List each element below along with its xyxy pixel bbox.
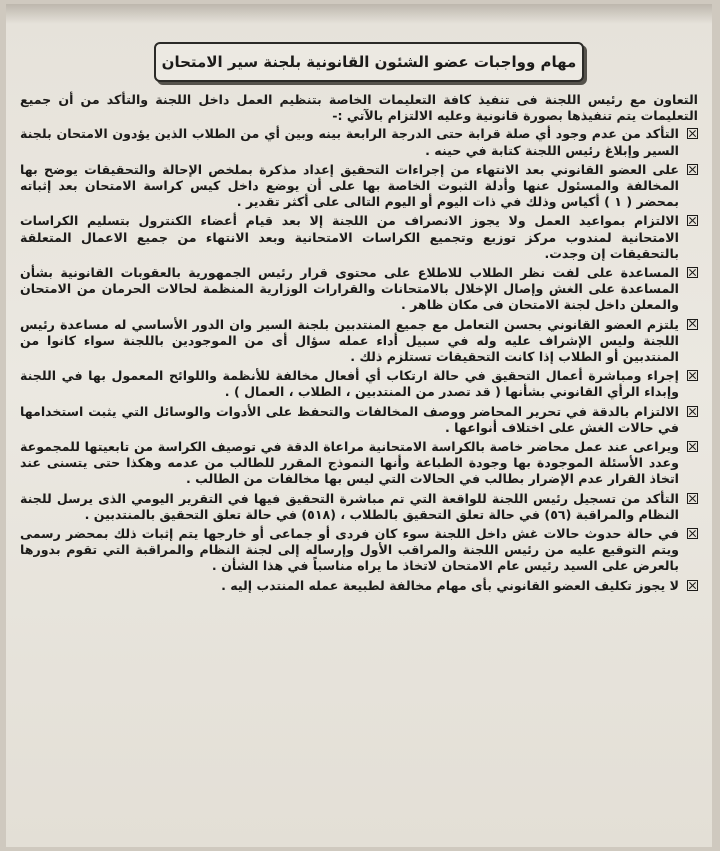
list-item [20,368,698,400]
checkbox-bullet-icon [687,128,698,139]
list-item [20,578,698,594]
list-item [20,213,698,262]
list-item-text: التأكد من تسجيل رئيس اللجنة للواقعة التي تم مباشرة التحقيق فيها في التقرير اليومي الذى يرسل للجنة النظام والمراقبة (٥٦) في حالة تعلق التحقيق بالطلاب ، (٥١٨) في حالة تعلق التحقيق بالمنتدبين . [20,490,679,522]
list-item-text: إجراء ومباشرة أعمال التحقيق في حالة ارتكاب أي أفعال مخالفة للأنظمة واللوائح المعمول بها في اللجنة وإبداء الرأي القانوني بشأنها ( قد تصدر من المنتدبين ، الطلاب ، العمال ) . [20,368,679,400]
list-item-text: في حالة حدوث حالات غش داخل اللجنة سوء كان فردى أو جماعى أو خارجها يتم إثبات ذلك بمحضر رسمى ويتم التوقيع عليه من رئيس اللجنة والمراقب الأول وإرساله إلى لجنة النظام والمراقبة التي تقوم بدورها بالعرض على السيد رئيس عام الامتحان لاتخاذ ما يراه مناسباً في هذا الشأن . [20,526,679,574]
list-item [20,162,698,211]
checkbox-bullet-icon [687,215,698,226]
list-item-text: الالتزام بالدقة في تحرير المحاضر ووصف المخالفات والتحفظ على الأدوات والوسائل التي يثبت استخدامها في حالات الغش على اختلاف أنواعها . [20,403,679,435]
list-item-text: لا يجوز تكليف العضو القانوني بأى مهام مخالفة لطبيعة عمله المنتدب إليه . [221,577,679,593]
list-item-text: التأكد من عدم وجود أي صلة قرابة حتى الدرجة الرابعة بينه وبين أي من الطلاب الذين يؤدون الامتحان بلجنة السير وإبلاغ رئيس اللجنة كتابة في حينه . [20,126,679,158]
list-item-text: ويراعى عند عمل محاضر خاصة بالكراسة الامتحانية مراعاة الدقة في توصيف الكراسة من تابعيتها للمجموعة وعدد الأسئلة الموجودة بها وجودة الطباعة وأنها النموذج المقرر للطالب من عدمه وهكذا حتى يتسنى عند اتخاذ القرار عدم الإضرار بطالب في الحالات التي ليس بها مخالفات من الطالب . [20,439,679,487]
checkbox-bullet-icon [687,370,698,381]
list-item-text: المساعدة على لفت نظر الطلاب للاطلاع على محتوى قرار رئيس الجمهورية بالعقوبات القانونية بشأن المساعدة على الغش وإصال الإخلال بالامتحانات والقرارات الوزارية المنظمة لحالات الحرمان من الامتحان والمعلن داخل لجنة الامتحان فى مكان ظاهر . [20,265,679,313]
checkbox-bullet-icon [687,441,698,452]
checkbox-bullet-icon [687,493,698,504]
title-box [154,42,584,82]
list-item [20,317,698,366]
list-item-text: الالتزام بمواعيد العمل ولا يجوز الانصراف من اللجنة إلا بعد قيام أعضاء الكنترول بتسليم الكراسات الامتحانية لمندوب مركز توزيع وتجميع الكراسات الامتحانية وبعد الانتهاء من جميع الاعمال المتعلقة بالتحقيقات إن وجدت. [20,213,679,261]
checkbox-bullet-icon [687,528,698,539]
list-item-text: على العضو القانوني بعد الانتهاء من إجراءات التحقيق إعداد مذكرة بملخص الإحالة والتحقيقات يوضح بها المخالفة والمسئول عنها وأدلة الثبوت الخاصة بها على أن يوضع داخل كيس كراسة الامتحان بعد إثباته بمحضر ( ١ ) أكياس وذلك في ذات اليوم أو اليوم التالى على أكثر تقدير . [20,161,679,210]
list-item-text: يلتزم العضو القانوني بحسن التعامل مع جميع المنتدبين بلجنة السير وان الدور الأساسي له مساعدة رئيس اللجنة وليس الإشراف عليه وله في سبيل أداء عمله سؤال أى من الموجودين باللجنة سواء كانوا من المنتدبين أو الطلاب إذا كانت التحقيقات تستلزم ذلك . [20,316,679,365]
list-item [20,526,698,575]
document-body [20,92,698,597]
checkbox-bullet-icon [687,406,698,417]
checkbox-bullet-icon [687,267,698,278]
list-item [20,439,698,488]
document-page [6,4,712,847]
checkbox-bullet-icon [687,164,698,175]
checkbox-bullet-icon [687,319,698,330]
list-item [20,126,698,158]
page-title: مهام وواجبات عضو الشئون القانونية بلجنة سير الامتحان [161,53,577,71]
intro-paragraph: التعاون مع رئيس اللجنة فى تنفيذ كافة التعليمات الخاصة بتنظيم العمل داخل اللجنة والتأكد من أن جميع التعليمات يتم تنفيذها بصورة قانونية وعليه الالتزام بالآتي :- [20,92,698,124]
list-item [20,404,698,436]
list-item [20,491,698,523]
checkbox-bullet-icon [687,580,698,591]
list-item [20,265,698,314]
